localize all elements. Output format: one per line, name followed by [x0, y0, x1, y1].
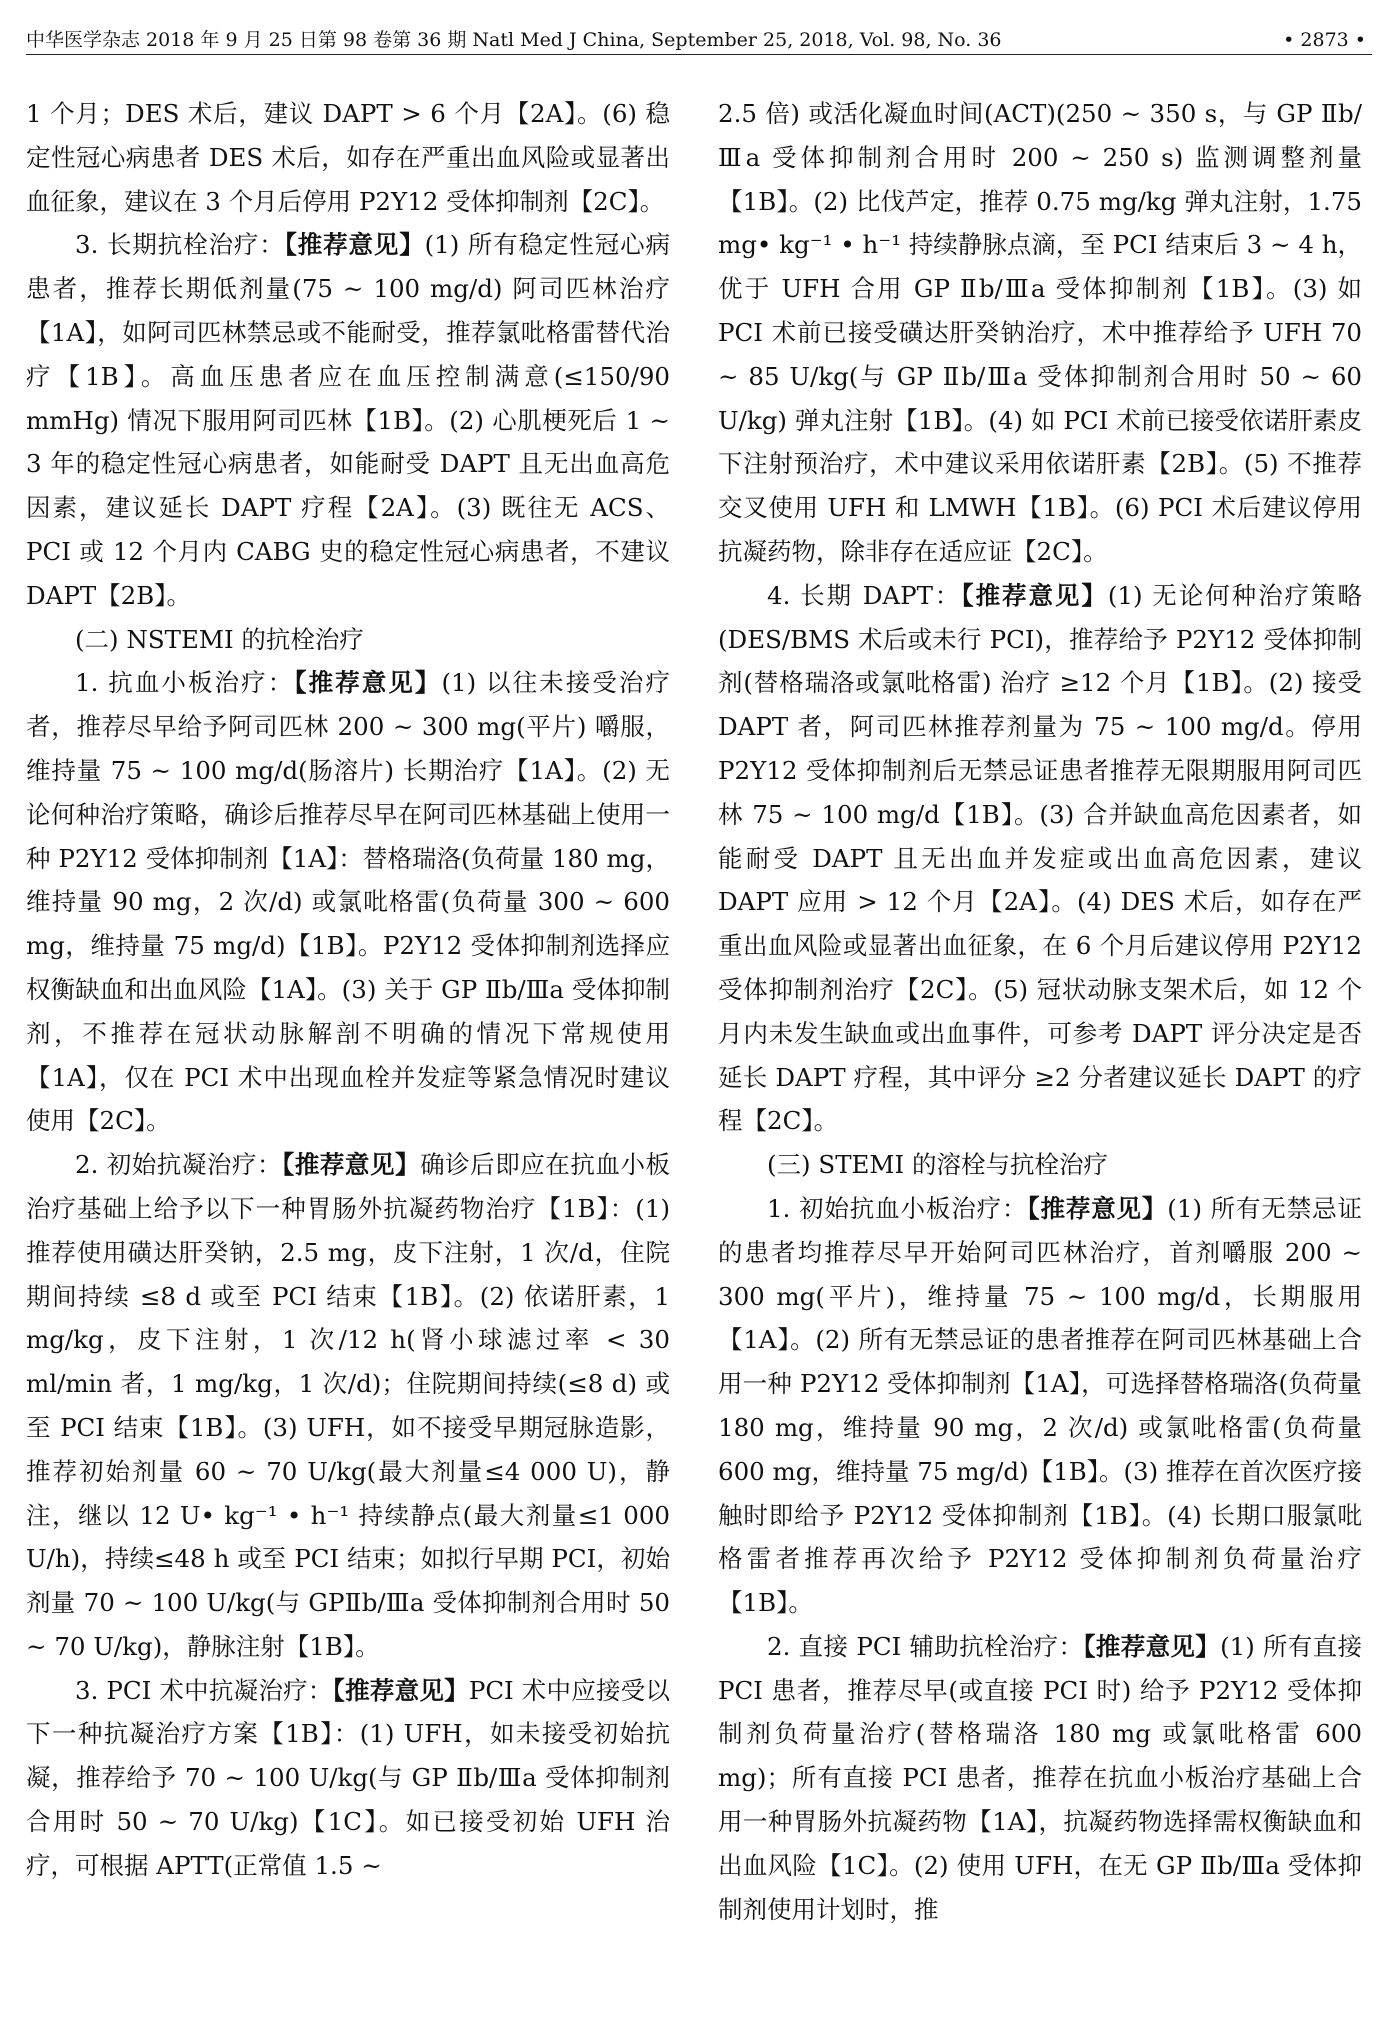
page-number: • 2873 •	[1283, 29, 1366, 51]
paragraph	[26, 661, 670, 1143]
journal-citation: 中华医学杂志 2018 年 9 月 25 日第 98 卷第 36 期 Natl Med J China, September 25, 2018, Vol. 98, No. 36	[26, 29, 1002, 51]
paragraph	[718, 574, 1362, 1143]
paragraph-text: 确诊后即应在抗血小板治疗基础上给予以下一种胃肠外抗凝药物治疗【1B】：(1) 推荐使用磺达肝癸钠，2.5 mg，皮下注射，1 次/d，住院期间持续 ≤8 d 或至 PCI 结束【1B】。(2) 依诺肝素，1 mg/kg，皮下注射，1 次/12 h(肾小球滤过率 < 30 ml/min 者，1 mg/kg，1 次/d)；住院期间持续(≤8 d) 或至 PCI 结束【1B】。(3) UFH，如不接受早期冠脉造影，推荐初始剂量 60 ~ 70 U/kg(最大剂量≤4 000 U)，静注，继以 12 U• kg⁻¹ • h⁻¹ 持续静点(最大剂量≤1 000 U/h)，持续≤48 h 或至 PCI 结束；如拟行早期 PCI，初始剂量 70 ~ 100 U/kg(与 GPⅡb/Ⅲa 受体抑制剂合用时 50 ~ 70 U/kg)，静脉注射【1B】。	[26, 1150, 670, 1661]
paragraph-text: (1) 以往未接受治疗者，推荐尽早给予阿司匹林 200 ~ 300 mg(平片) 嚼服，维持量 75 ~ 100 mg/d(肠溶片) 长期治疗【1A】。(2) 无论何种治疗策略，确诊后推荐尽早在阿司匹林基础上使用一种 P2Y12 受体抑制剂【1A】：替格瑞洛(负荷量 180 mg，维持量 90 mg，2 次/d) 或氯吡格雷(负荷量 300 ~ 600 mg，维持量 75 mg/d)【1B】。P2Y12 受体抑制剂选择应权衡缺血和出血风险【1A】。(3) 关于 GP Ⅱb/Ⅲa 受体抑制剂，不推荐在冠状动脉解剖不明确的情况下常规使用【1A】，仅在 PCI 术中出现血栓并发症等紧急情况时建议使用【2C】。	[26, 668, 670, 1136]
recommendation-label: 【推荐意见】	[282, 1150, 421, 1180]
paragraph-text: PCI 术中应接受以下一种抗凝治疗方案【1B】：(1) UFH，如未接受初始抗凝，推荐给予 70 ~ 100 U/kg(与 GP Ⅱb/Ⅲa 受体抑制剂合用时 50 ~ 70 U/kg)【1C】。如已接受初始 UFH 治疗，可根据 APTT(正常值 1.5 ~	[26, 1675, 671, 1880]
paragraph: 2.5 倍) 或活化凝血时间(ACT)(250 ~ 350 s，与 GP Ⅱb/Ⅲa 受体抑制剂合用时 200 ~ 250 s) 监测调整剂量【1B】。(2) 比伐芦定，推荐 0.75 mg/kg 弹丸注射，1.75 mg• kg⁻¹ • h⁻¹ 持续静脉点滴，至 PCI 结束后 3 ~ 4 h，优于 UFH 合用 GP Ⅱb/Ⅲa 受体抑制剂【1B】。(3) 如 PCI 术前已接受磺达肝癸钠治疗，术中推荐给予 UFH 70 ~ 85 U/kg(与 GP Ⅱb/Ⅲa 受体抑制剂合用时 50 ~ 60 U/kg) 弹丸注射【1B】。(4) 如 PCI 术前已接受依诺肝素皮下注射预治疗，术中建议采用依诺肝素【2B】。(5) 不推荐交叉使用 UFH 和 LMWH【1B】。(6) PCI 术后建议停用抗凝药物，除非存在适应证【2C】。	[718, 99, 1362, 566]
paragraph-text: (1) 无论何种治疗策略(DES/BMS 术后或未行 PCI)，推荐给予 P2Y12 受体抑制剂(替格瑞洛或氯吡格雷) 治疗 ≥12 个月【1B】。(2) 接受 DAPT 者，阿司匹林推荐剂量为 75 ~ 100 mg/d。停用 P2Y12 受体抑制剂后无禁忌证患者推荐无限期服用阿司匹林 75 ~ 100 mg/d【1B】。(3) 合并缺血高危因素者，如能耐受 DAPT 且无出血并发症或出血高危因素，建议 DAPT 应用 > 12 个月【2A】。(4) DES 术后，如存在严重出血风险或显著出血征象，在 6 个月后建议停用 P2Y12 受体抑制剂治疗【2C】。(5) 冠状动脉支架术后，如 12 个月内未发生缺血或出血事件，可参考 DAPT 评分决定是否延长 DAPT 疗程，其中评分 ≥2 分者建议延长 DAPT 的疗程【2C】。	[718, 580, 1363, 1136]
section-heading: 1. 抗血小板治疗：	[75, 668, 295, 698]
paragraph	[26, 223, 670, 617]
section-heading: 4. 长期 DAPT：	[767, 580, 962, 610]
paragraph: 1 个月；DES 术后，建议 DAPT > 6 个月【2A】。(6) 稳定性冠心病患者 DES 术后，如存在严重出血风险或显著出血征象，建议在 3 个月后停用 P2Y12 受体抑制剂【2C】。	[26, 99, 670, 216]
paragraph-text: (1) 所有稳定性冠心病患者，推荐长期低剂量(75 ~ 100 mg/d) 阿司匹林治疗【1A】，如阿司匹林禁忌或不能耐受，推荐氯吡格雷替代治疗【1B】。高血压患者应在血压控制满意(≤150/90 mmHg) 情况下服用阿司匹林【1B】。(2) 心肌梗死后 1 ~ 3 年的稳定性冠心病患者，如能耐受 DAPT 且无出血高危因素，建议延长 DAPT 疗程【2A】。(3) 既往无 ACS、PCI 或 12 个月内 CABG 史的稳定性冠心病患者，不建议 DAPT【2B】。	[26, 230, 670, 610]
paragraph-text: (1) 所有直接 PCI 患者，推荐尽早(或直接 PCI 时) 给予 P2Y12 受体抑制剂负荷量治疗(替格瑞洛 180 mg 或氯吡格雷 600 mg)；所有直接 PCI 患者，推荐在抗血小板治疗基础上合用一种胃肠外抗凝药物【1A】，抗凝药物选择需权衡缺血和出血风险【1C】。(2) 使用 UFH，在无 GP Ⅱb/Ⅲa 受体抑制剂使用计划时，推	[718, 1631, 1362, 1924]
recommendation-label: 【推荐意见】	[294, 668, 442, 698]
section-heading: 2. 初始抗凝治疗：	[75, 1150, 283, 1180]
subsection-title: (三) STEMI 的溶栓与抗栓治疗	[767, 1150, 1108, 1180]
left-column	[26, 92, 670, 1888]
paragraph	[718, 1625, 1362, 1932]
recommendation-label: 【推荐意见】	[284, 230, 425, 260]
paragraph-text: (1) 所有无禁忌证的患者均推荐尽早开始阿司匹林治疗，首剂嚼服 200 ~ 300 mg(平片)，维持量 75 ~ 100 mg/d，长期服用【1A】。(2) 所有无禁忌证的患者推荐在阿司匹林基础上合用一种 P2Y12 受体抑制剂【1A】，可选择替格瑞洛(负荷量 180 mg，维持量 90 mg，2 次/d) 或氯吡格雷(负荷量 600 mg，维持量 75 mg/d)【1B】。(3) 推荐在首次医疗接触时即给予 P2Y12 受体抑制剂【1B】。(4) 长期口服氯吡格雷者推荐再次给予 P2Y12 受体抑制剂负荷量治疗【1B】。	[718, 1193, 1362, 1618]
right-column	[718, 92, 1362, 1931]
subsection-title: (二) NSTEMI 的抗栓治疗	[75, 624, 364, 654]
paragraph	[26, 1669, 670, 1888]
paragraph	[26, 1143, 670, 1669]
section-heading: 3. PCI 术中抗凝治疗：	[75, 1675, 333, 1705]
running-header	[26, 24, 1372, 55]
recommendation-label: 【推荐意见】	[961, 580, 1108, 610]
section-heading: 1. 初始抗血小板治疗：	[767, 1193, 1028, 1223]
section-heading: 2. 直接 PCI 辅助抗栓治疗：	[767, 1631, 1084, 1661]
paragraph	[718, 1187, 1362, 1625]
section-heading: 3. 长期抗栓治疗：	[75, 230, 285, 260]
recommendation-label: 【推荐意见】	[1027, 1193, 1168, 1223]
recommendation-label: 【推荐意见】	[332, 1675, 469, 1705]
recommendation-label: 【推荐意见】	[1083, 1631, 1221, 1661]
